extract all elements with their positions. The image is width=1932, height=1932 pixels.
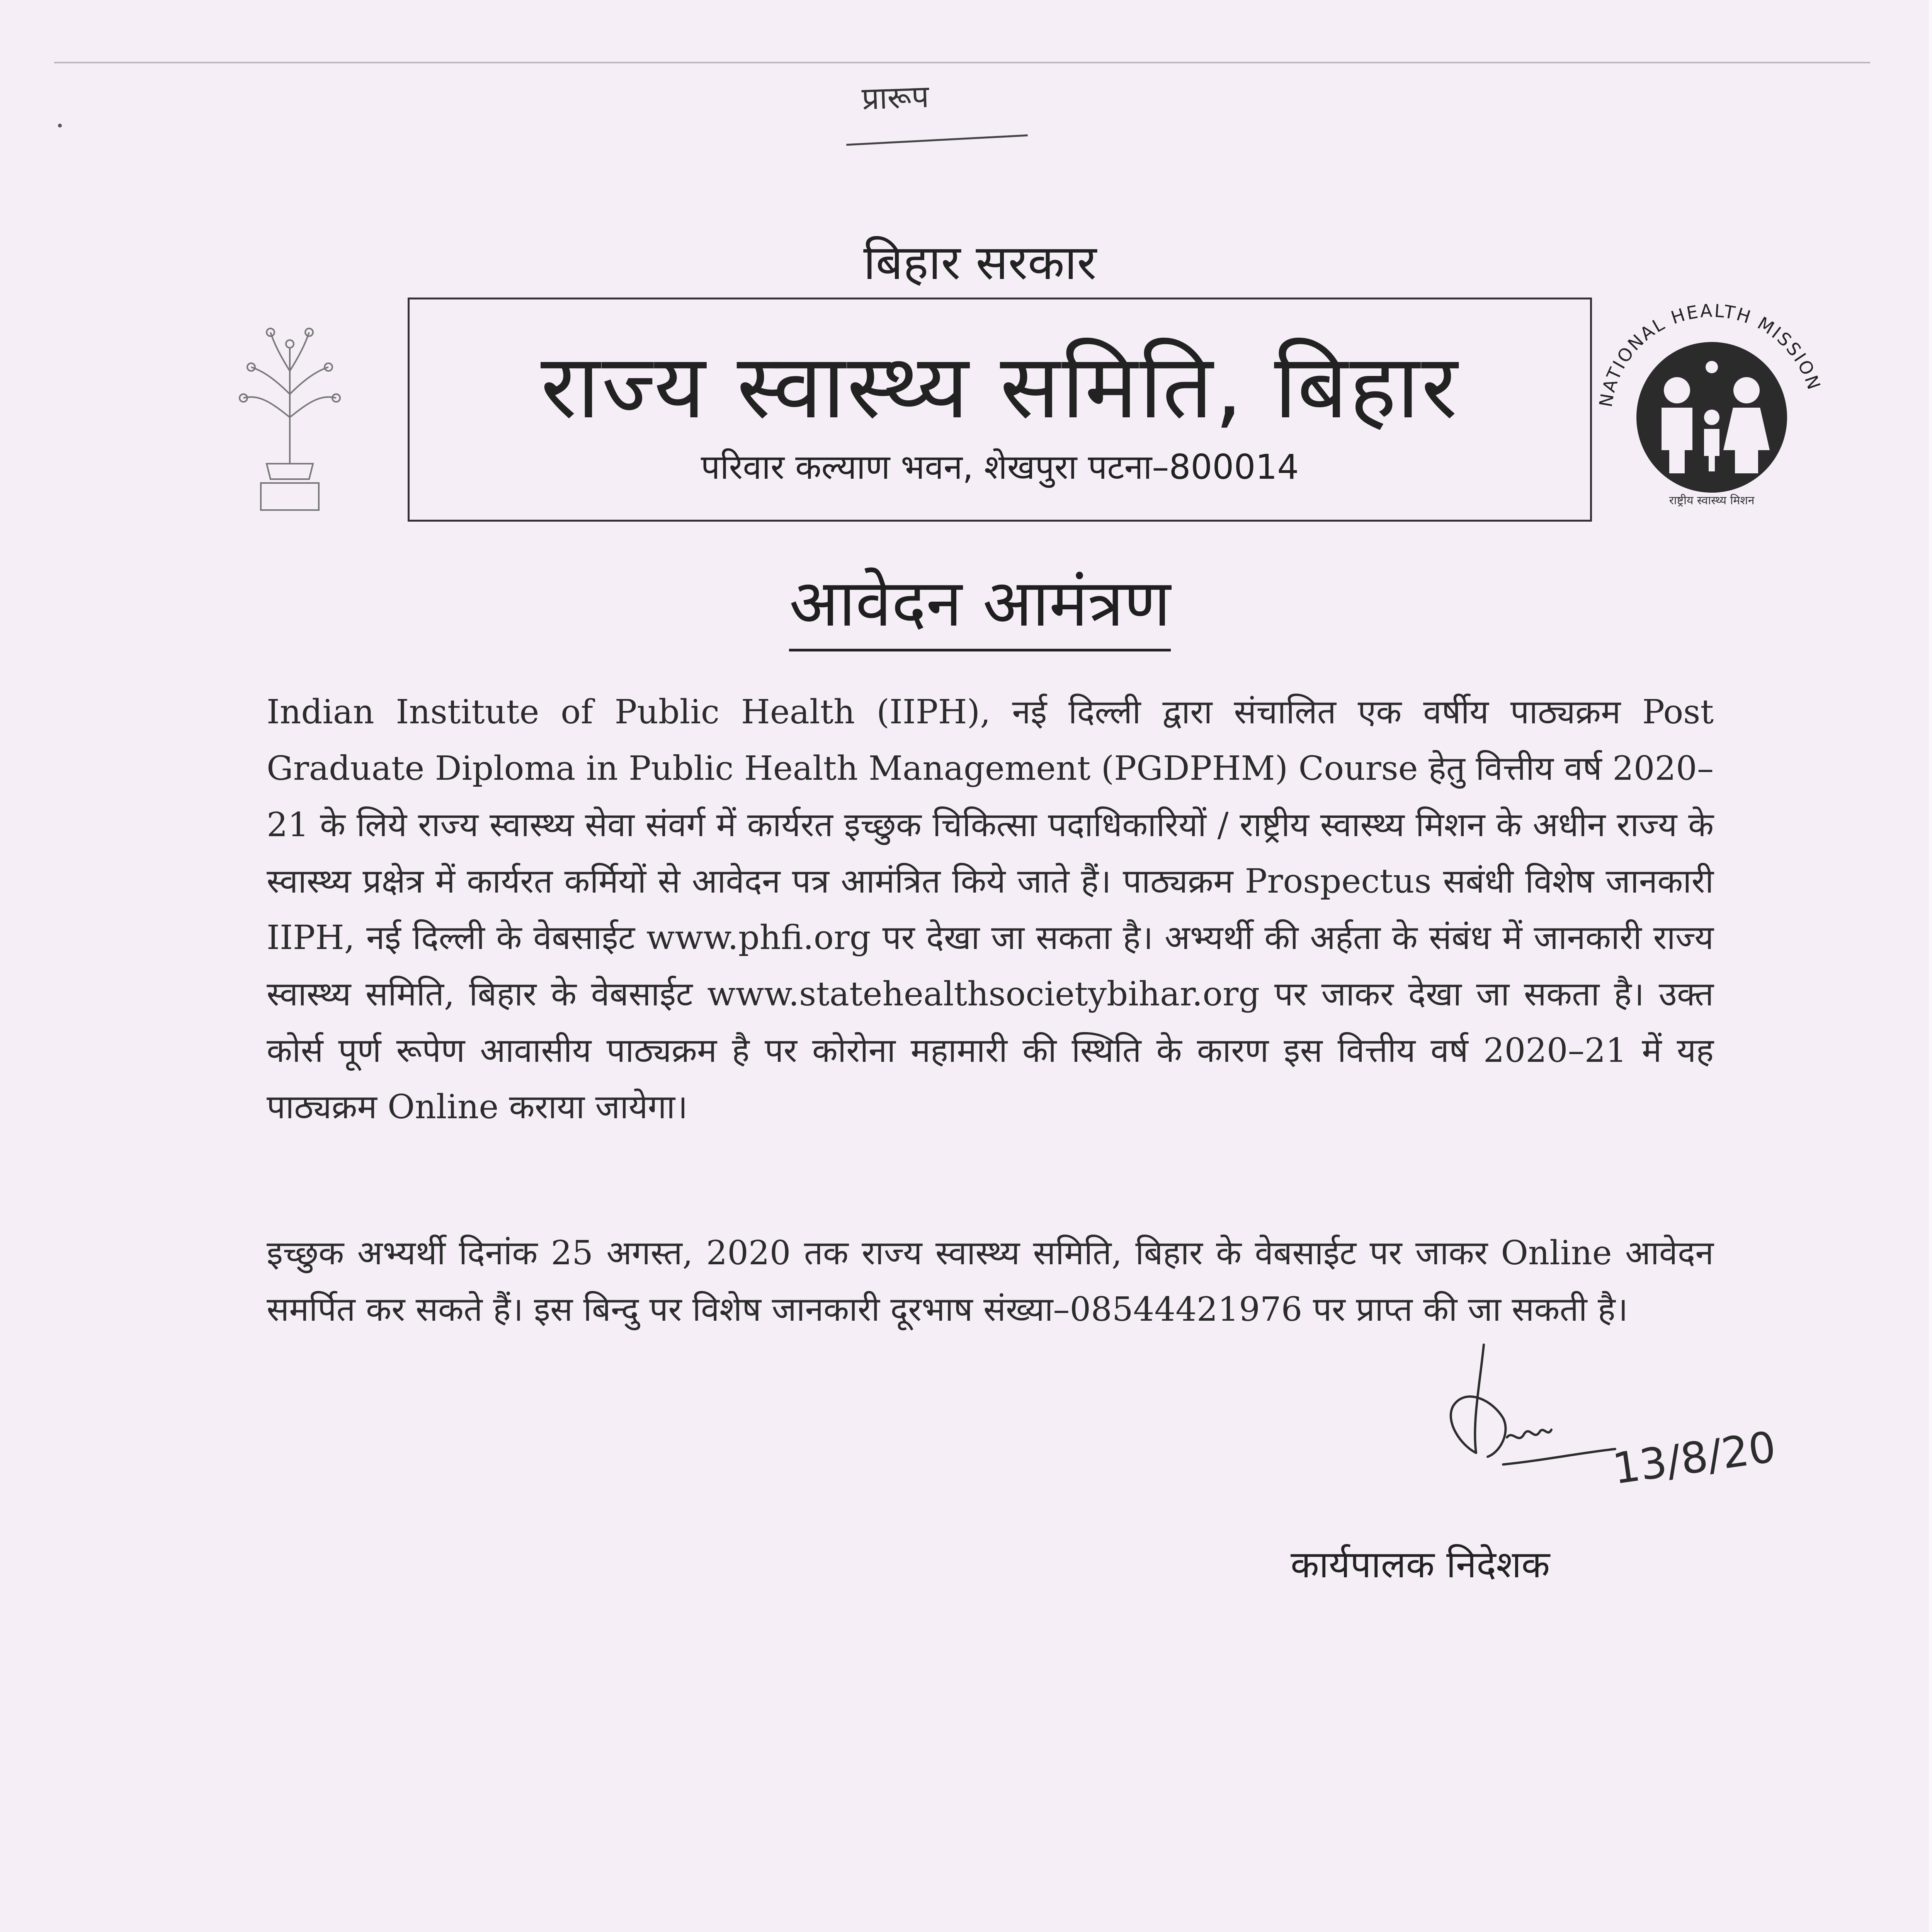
- organization-header-box: [408, 298, 1592, 522]
- handwritten-note: प्रारूप: [861, 78, 930, 117]
- nhm-ring-text: NATIONAL HEALTH MISSION: [1595, 301, 1825, 409]
- body-paragraph-2: इच्छुक अभ्यर्थी दिनांक 25 अगस्त, 2020 तक राज्य स्वास्थ्य समिति, बिहार के वेबसाईट पर जाकर Online आवेदन समर्पित कर सकते हैं। इस बिन्दु पर विशेष जानकारी दूरभाष संख्या–08544421976 पर प्राप्त की जा सकती है।: [267, 1234, 1714, 1329]
- handwritten-underline: [846, 134, 1028, 146]
- bihar-emblem-icon: [216, 301, 363, 518]
- signature-scribble: [1414, 1337, 1785, 1569]
- notice-title-text: आवेदन आमंत्रण: [789, 556, 1170, 651]
- signatory-designation: कार्यपालक निदेशक: [1291, 1543, 1550, 1586]
- nhm-caption: राष्ट्रीय स्वास्थ्य मिशन: [1669, 494, 1755, 507]
- signature-date: 13/8/20: [1609, 1422, 1779, 1494]
- notice-title: [0, 556, 1932, 651]
- organization-address: परिवार कल्याण भवन, शेखपुरा पटना–800014: [701, 447, 1299, 487]
- scan-border-line: [54, 62, 1870, 63]
- nhm-logo-icon: [1588, 301, 1835, 510]
- body-paragraph-1: Indian Institute of Public Health (IIPH), नई दिल्ली द्वारा संचालित एक वर्षीय पाठ्यक्रम Post Graduate Diploma in Public Health Management (PGDPHM) Course हेतु वित्तीय वर्ष 2020–21 के लिये राज्य स्वास्थ्य सेवा संवर्ग में कार्यरत इच्छुक चिकित्सा पदाधिकारियों / राष्ट्रीय स्वास्थ्य मिशन के अधीन राज्य के स्वास्थ्य प्रक्षेत्र में कार्यरत कर्मियों से आवेदन पत्र आमंत्रित किये जाते हैं। पाठ्यक्रम Prospectus सबंधी विशेष जानकारी IIPH, नई दिल्ली के वेबसाईट www.phfi.org पर देखा जा सकता है। अभ्यर्थी की अर्हता के संबंध में जानकारी राज्य स्वास्थ्य समिति, बिहार के वेबसाईट www.statehealthsocietybihar.org पर जाकर देखा जा सकता है। उक्त कोर्स पूर्ण रूपेण आवासीय पाठ्यक्रम है पर कोरोना महामारी की स्थिति के कारण इस वित्तीय वर्ष 2020–21 में यह पाठ्यक्रम Online कराया जायेगा।: [267, 693, 1714, 1126]
- government-heading: बिहार सरकार: [863, 235, 1097, 291]
- scan-speck: [58, 124, 62, 128]
- organization-name: राज्य स्वास्थ्य समिति, बिहार: [541, 335, 1459, 439]
